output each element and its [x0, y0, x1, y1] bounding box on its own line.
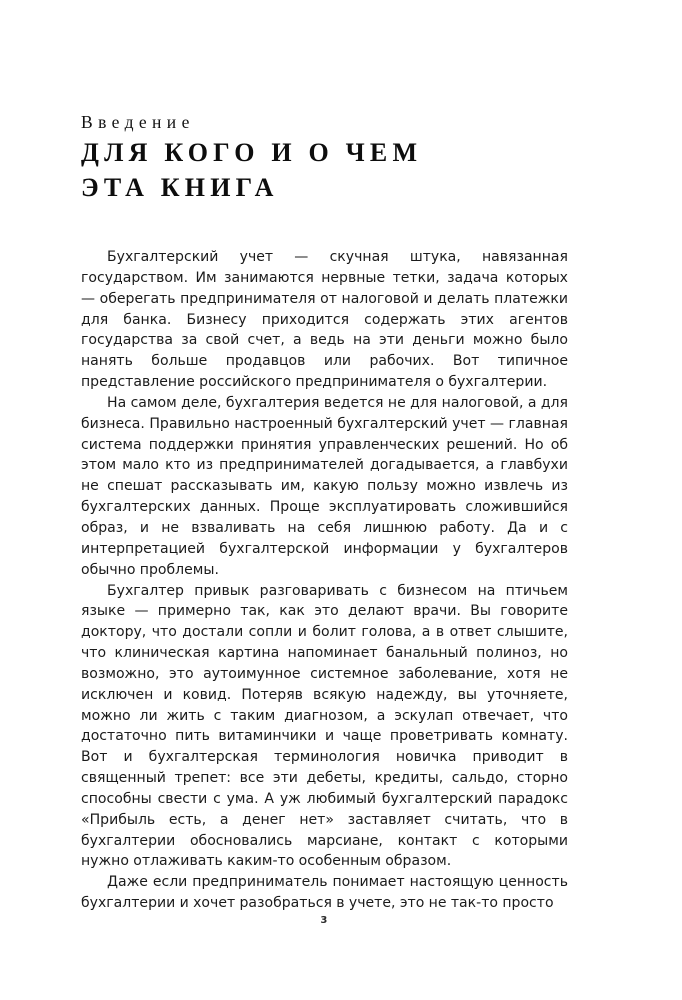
- chapter-heading: [81, 110, 581, 204]
- paragraph: Даже если предприниматель понимает настоящую ценность бухгалтерии и хочет разобраться в учете, это не так-то просто: [81, 874, 568, 912]
- paragraph: Бухгалтерский учет — скучная штука, навязанная государством. Им занимаются нервные тетки, задача которых — оберегать предпринимателя от налоговой и делать платежки для банка. Бизнесу приходится содержать этих агентов государства за свой счет, а ведь на эти деньги можно было нанять больше продавцов или рабочих. Вот типичное представление российского предпринимателя о бухгалтерии.: [81, 249, 568, 391]
- chapter-eyebrow: Введение: [81, 112, 195, 132]
- chapter-title-line-1: ДЛЯ КОГО И О ЧЕМ: [81, 138, 423, 167]
- page-number: 3: [320, 915, 328, 926]
- paragraph: Бухгалтер привык разговаривать с бизнесом на птичьем языке — примерно так, как это делают врачи. Вы говорите доктору, что достали сопли и болит голова, а в ответ слышите, что клиническая картина напоминает банальный полиноз, но возможно, это аутоимунное системное заболевание, хотя не исключен и ковид. Потеряв всякую надежду, вы уточняете, можно ли жить с таким диагнозом, а эскулап отвечает, что достаточно пить витаминчики и чаще проветривать комнату. Вот и бухгалтерская терминология новичка приводит в священный трепет: все эти дебеты, кредиты, сальдо, сторно способны свести с ума. А уж любимый бухгалтерский парадокс «Прибыль есть, а денег нет» заставляет считать, что в бухгалтерии обосновались марсиане, контакт с которыми нужно отлаживать каким-то особенным образом.: [81, 582, 568, 870]
- body-text: [81, 247, 568, 914]
- paragraph: На самом деле, бухгалтерия ведется не для налоговой, а для бизнеса. Правильно настроенный бухгалтерский учет — главная система поддержки принятия управленческих решений. Но об этом мало кто из предпринимателей догадывается, а главбухи не спешат рассказывать им, какую пользу можно извлечь из бухгалтерских данных. Проще эксплуатировать сложившийся образ, и не взваливать на себя лишнюю работу. Да и с интерпретацией бухгалтерской информации у бухгалтеров обычно проблемы.: [81, 394, 568, 578]
- chapter-title-line-2: ЭТА КНИГА: [81, 173, 279, 202]
